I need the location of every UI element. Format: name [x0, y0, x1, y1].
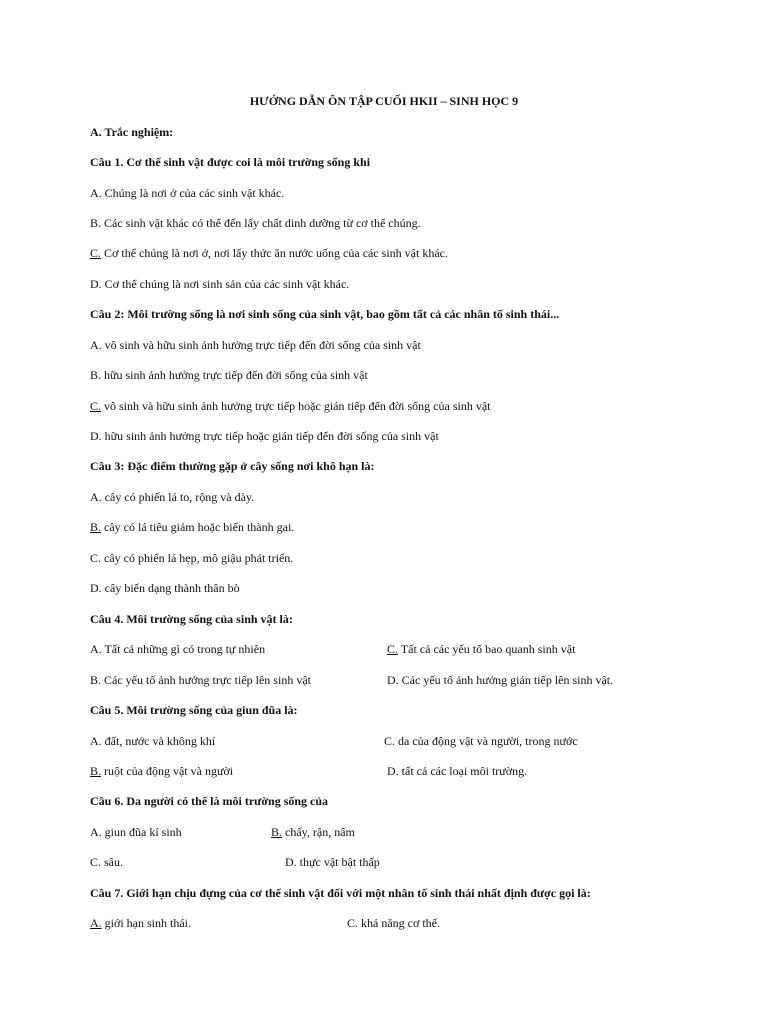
q1-option-c [90, 246, 448, 260]
q5-answer-marker: B. [90, 764, 102, 778]
q7-option-a [90, 916, 191, 930]
section-a-heading: A. Trắc nghiệm: [90, 125, 174, 139]
q3-option-c: C. cây có phiến lá hẹp, mô giậu phát triển. [90, 551, 294, 565]
q6-option-b-text: chấy, rận, nấm [282, 825, 355, 839]
q1-option-d: D. Cơ thể chúng là nơi sinh sản của các sinh vật khác. [90, 277, 350, 291]
question-3: Câu 3: Đặc điểm thường gặp ở cây sống nơi khô hạn là: [90, 459, 375, 473]
q6-option-a: A. giun đũa kí sinh [90, 825, 182, 839]
q3-option-d: D. cây biến dạng thành thân bò [90, 581, 240, 595]
q5-option-d: D. tất cả các loại môi trường. [387, 764, 528, 778]
q6-option-c: C. sâu. [90, 855, 123, 869]
q2-answer-marker: C. [90, 399, 102, 413]
q3-option-b-text: cây có lá tiêu giảm hoặc biến thành gai. [101, 520, 295, 534]
question-4: Câu 4. Môi trường sống của sinh vật là: [90, 612, 293, 626]
q4-option-c [387, 642, 575, 656]
question-7: Câu 7. Giới hạn chịu đựng của cơ thể sinh vật đối với một nhân tố sinh thái nhất định được gọi là: [90, 886, 591, 900]
q1-option-c-text: Cơ thể chúng là nơi ở, nơi lấy thức ăn nước uống của các sinh vật khác. [101, 246, 448, 260]
q6-answer-marker: B. [271, 825, 283, 839]
q7-option-a-text: giới hạn sinh thái. [101, 916, 192, 930]
q2-option-a: A. vô sinh và hữu sinh ảnh hưởng trực tiếp đến đời sống của sinh vật [90, 338, 421, 352]
q5-option-a: A. đất, nước và không khí [90, 734, 216, 748]
q3-option-a: A. cây có phiến lá to, rộng và dày. [90, 490, 255, 504]
q2-option-c-text: vô sinh và hữu sinh ảnh hưởng trực tiếp hoặc gián tiếp đến đời sống của sinh vật [101, 399, 491, 413]
question-6: Câu 6. Da người có thể là môi trường sống của [90, 794, 329, 808]
q1-option-a: A. Chúng là nơi ở của các sinh vật khác. [90, 186, 285, 200]
q1-answer-marker: C. [90, 246, 102, 260]
q3-option-b [90, 520, 294, 534]
q3-answer-marker: B. [90, 520, 102, 534]
q6-option-d: D. thực vật bật thấp [285, 855, 380, 869]
q1-option-b: B. Các sinh vật khác có thể đến lấy chất dinh dưỡng từ cơ thể chúng. [90, 216, 421, 230]
question-2: Câu 2: Môi trường sống là nơi sinh sống của sinh vật, bao gồm tất cả các nhân tố sinh thái... [90, 307, 560, 321]
q2-option-c [90, 399, 490, 413]
q5-option-c: C. da của động vật và người, trong nước [384, 734, 578, 748]
q2-option-d: D. hữu sinh ảnh hưởng trực tiếp hoặc gián tiếp đến đời sống của sinh vật [90, 429, 439, 443]
q4-answer-marker: C. [387, 642, 399, 656]
q5-option-b-text: ruột của động vật và người [101, 764, 234, 778]
q5-option-b [90, 764, 233, 778]
q7-answer-marker: A. [90, 916, 102, 930]
document-title: HƯỚNG DẪN ÔN TẬP CUỐI HKII – SINH HỌC 9 [249, 94, 519, 108]
q4-option-a: A. Tất cả những gì có trong tự nhiên [90, 642, 266, 656]
q6-option-b [271, 825, 355, 839]
question-1: Câu 1. Cơ thể sinh vật được coi là môi trường sống khi [90, 155, 371, 169]
q4-option-c-text: Tất cả các yếu tố bao quanh sinh vật [398, 642, 576, 656]
q4-option-b: B. Các yếu tố ảnh hưởng trực tiếp lên sinh vật [90, 673, 311, 687]
question-5: Câu 5. Môi trường sống của giun đũa là: [90, 703, 298, 717]
q7-option-c: C. khả năng cơ thể. [347, 916, 440, 930]
q4-option-d: D. Các yếu tố ảnh hưởng gián tiếp lên sinh vật. [387, 673, 614, 687]
q2-option-b: B. hữu sinh ảnh hưởng trực tiếp đến đời sống của sinh vật [90, 368, 368, 382]
